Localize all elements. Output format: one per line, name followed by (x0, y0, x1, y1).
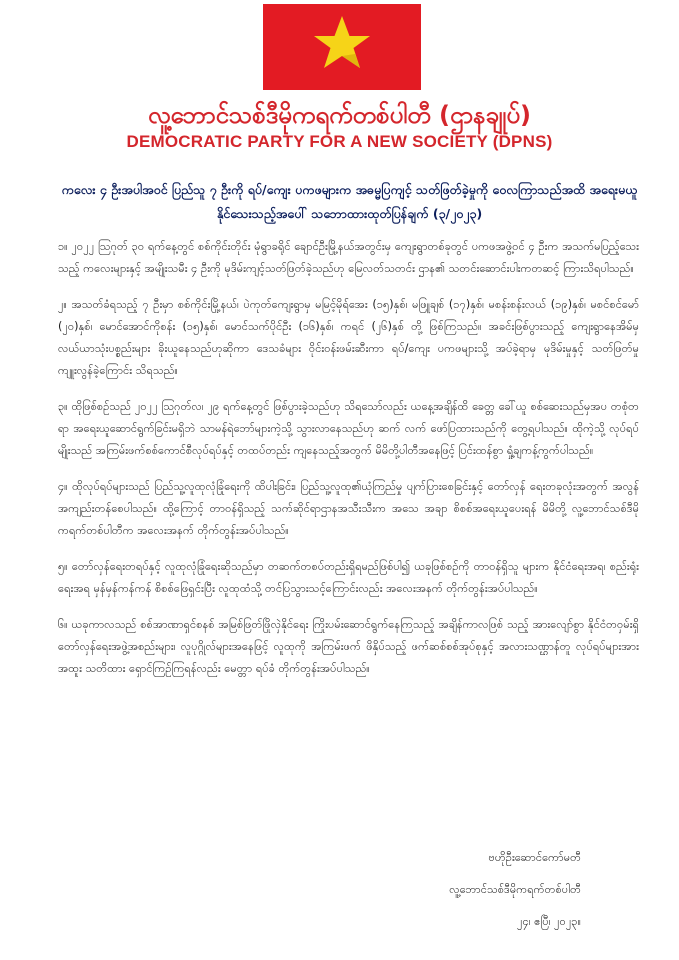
party-flag (263, 4, 421, 90)
paragraph-6: ၆။ ယခုကာလသည် စစ်အာဏာရှင်စနစ် အမြစ်ဖြတ်ဖြိုလှဲနိုင်ရေး ကြိုးပမ်းဆောင်ရွက်နေကြသည့် အချိန်ကာလဖြစ် သည့် အားလျော်စွာ နိုင်ငံတဝှမ်းရှိ တော်လှန်ရေးအဖွဲ့အစည်းများ၊ လူပုဂ္ဂိုလ်များအနေဖြင့် လူထုကို အကြမ်းဖက် ဖိနှိပ်သည့် ဖက်ဆစ်စစ်အုပ်စုနှင့် အလားသဏ္ဌာန်တူ လုပ်ရပ်များအား အထူး သတိထား ရှောင်ကြဉ်ကြရန်လည်း မေတ္တာ ရပ်ခံ တိုက်တွန်းအပ်ပါသည်။ (58, 618, 639, 675)
paragraph-3: ၃။ ထိုဖြစ်စဉ်သည် ၂၀၂၂ ဩဂုတ်လ၊ ၂၉ ရက်နေ့တွင် ဖြစ်ပွားခဲ့သည်ဟု သိရသော်လည်း ယနေ့အချိန်ထိ ခေတ္တ ခေါ်ယူ စစ်ဆေးသည်မှအပ တစုံတရာ အရေးယူဆောင်ရွက်ခြင်းမရှိဘဲ သာမန်ရဲဘော်များကဲ့သို့ သွားလာနေသည်ဟု ဆက် လက် ဖော်ပြထားသည်ကို တွေ့ရပါသည်။ ထိုကဲ့သို့ လုပ်ရပ်မျိုးသည် အကြမ်းဖက်စစ်ကောင်စီလုပ်ရပ်နှင့် တထပ်တည်း ကျနေသည့်အတွက် မိမိတို့ပါတီအနေဖြင့် ပြင်းထန်စွာ ရှုံ့ချကန့်ကွက်ပါသည်။ (58, 400, 639, 457)
statement-body (58, 236, 639, 694)
paragraph-2: ၂။ အသတ်ခံရသည့် ၇ ဦးမှာ စစ်ကိုင်းမြို့နယ်၊ ပဲကုတ်ကျေးရွာမှ မမြင့်မိုရ်အေး (၁၅)နှစ်၊ မဖြူချစ် (၁၇)နှစ်၊ မစန်းစန်းလယ် (၁၉)နှစ်၊ မစင်စင်မော် (၂၀)နှစ်၊ မောင်အောင်ကိုစန်း (၁၅)နှစ်၊ မောင်သက်ပိုင်ဦး (၁၆)နှစ်၊ ကရင် (၂၆)နှစ် တို့ ဖြစ်ကြသည်။ အခင်းဖြစ်ပွားသည့် ကျေးရွာနေအိမ်မှ လယ်ယာသုံးပစ္စည်းများ ခိုးယူနေသည်ဟုဆိုကာ ဒေသခံများ ဝိုင်းဝန်းဖမ်းဆီးကာ ရပ်/ကျေး ပကဖများသို့ အပ်ခဲ့ရာမှ မုဒိမ်းမှုနှင့် သတ်ဖြတ်မှု ကျူးလွန်ခဲ့ကြောင်း သိရသည်။ (58, 298, 639, 377)
paragraph-1: ၁။ ၂၀၂၂ ဩဂုတ် ၃၀ ရက်နေ့တွင် စစ်ကိုင်းတိုင်း မုံရွာခရိုင် ချောင်ဦးမြို့နယ်အတွင်းမှ ကျေးရွာတစ်ခုတွင် ပကဖအဖွဲ့ဝင် ၄ ဦးက အသက်မပြည့်သေးသည့် ကလေးများနှင့် အမျိုးသမီး ၄ ဦးကို မုဒိမ်းကျင့်သတ်ဖြတ်ခဲ့သည်ဟု မြေလတ်သတင်း ဌာန၏ သတင်းဆောင်းပါးကတဆင့် ကြားသိရပါသည်။ (58, 240, 639, 275)
signature-party: လူ့ဘောင်သစ်ဒီမိုကရက်တစ်ပါတီ (449, 883, 581, 896)
signature-date: ၂၄၊ ဧပြီ၊ ၂၀၂၃။ (517, 915, 581, 928)
statement-headline: ကလေး ၄ ဦးအပါအဝင် ပြည်သူ ၇ ဦးကို ရပ်/ကျေး ပကဖများက အဓမ္မပြကျင့် သတ်ဖြတ်ခဲ့မှုကို ဝေလကြာသည်အထိ အရေးမယူနိုင်သေးသည့်အပေါ် သဘောထားထုတ်ပြန်ချက် (၃/၂၀၂၃) (61, 182, 638, 221)
signature-committee: ဗဟိုဦးဆောင်ကော်မတီ (488, 851, 581, 864)
paragraph-5: ၅။ တော်လှန်ရေးတရပ်နှင့် လူထုလုံခြုံရေးဆိုသည်မှာ တဆက်တစပ်တည်းရှိရမည်ဖြစ်ပါ၍ ယခုဖြစ်စဉ်ကို တာဝန်ရှိသူ များက နိုင်ငံရေးအရ၊ စည်းရုံးရေးအရ မှန်မှန်ကန်ကန် စိစစ်ဖြေရှင်းပြီး လူထုထံသို့ တင်ပြသွားသင့်ကြောင်းလည်း အလေးအနက် တိုက်တွန်းအပ်ပါသည်။ (58, 560, 639, 595)
paragraph-4: ၄။ ထိုလုပ်ရပ်များသည် ပြည်သူ့လူထုလုံခြုံရေးကို ထိပါးခြင်း၊ ပြည်သူ့လူထု၏ယုံကြည်မှု ပျက်ပြားစေခြင်းနှင့် တော်လှန် ရေးတခုလုံးအတွက် အလွန် အကျည်းတန်စေပါသည်။ ထို့ကြောင့် တာဝန်ရှိသည့် သက်ဆိုင်ရာဌာနအသီးသီးက အသေ အချာ စိစစ်အရေးယူပေးရန် မိမိတို့ လူ့ဘောင်သစ်ဒီမိုကရက်တစ်ပါတီက အလေးအနက် တိုက်တွန်းအပ်ပါသည်။ (58, 480, 639, 537)
party-name-english: DEMOCRATIC PARTY FOR A NEW SOCIETY (DPNS) (126, 132, 553, 151)
signature-block (449, 842, 581, 938)
party-name-myanmar: လူ့ဘောင်သစ်ဒီမိုကရက်တစ်ပါတီ (ဌာနချုပ်) (148, 101, 531, 129)
